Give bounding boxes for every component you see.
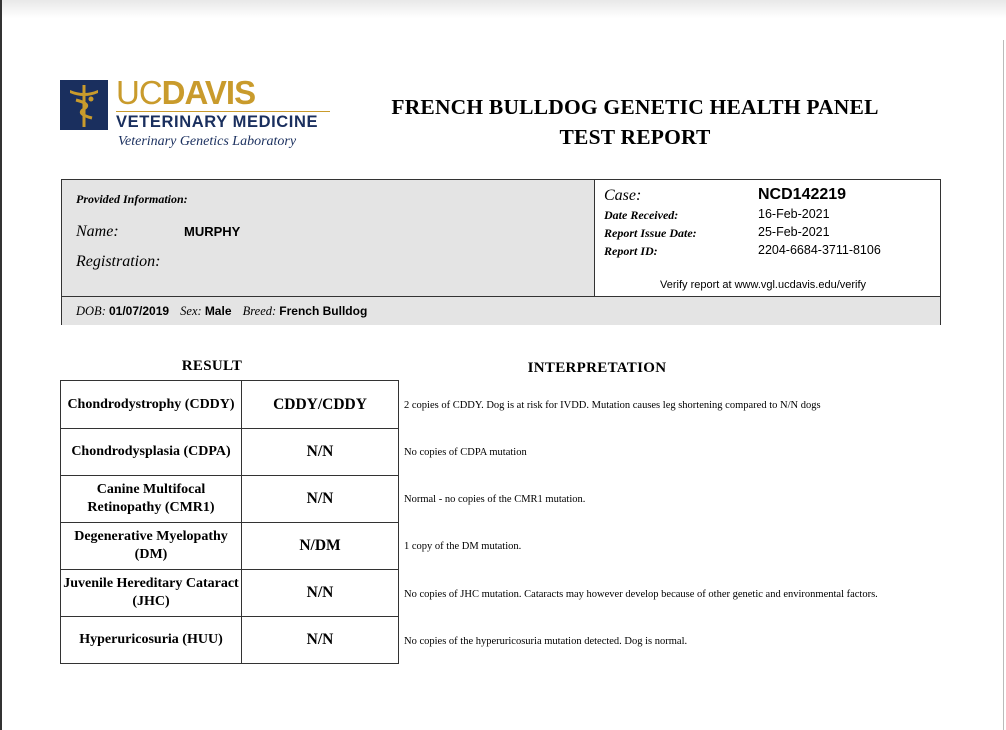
test-name: Hyperuricosuria (HUU) [61,617,242,664]
report-id-value: 2204-6684-3711-8106 [758,243,881,257]
sex-value: Male [204,304,232,318]
issue-date-label: Report Issue Date: [604,226,697,240]
table-row [61,429,399,476]
table-row [61,523,399,570]
test-name: Juvenile Hereditary Cataract (JHC) [61,570,242,617]
info-box [61,179,941,325]
result-heading: RESULT [181,358,243,374]
report-title [360,92,910,152]
breed-label: Breed: [242,304,277,318]
sex-label: Sex: [180,304,202,318]
test-result: N/N [242,570,399,617]
provided-info-label: Provided Information: [76,192,188,206]
verify-link[interactable]: Verify report at www.vgl.ucdavis.edu/verify [660,279,867,291]
test-name: Chondrodysplasia (CDPA) [61,429,242,476]
name-value: MURPHY [184,224,241,239]
name-label: Name: [76,223,119,240]
test-result: N/N [242,429,399,476]
page-edge-left [0,0,2,730]
dob-label: DOB: [76,304,106,318]
logo-rule [116,111,330,112]
test-name: Degenerative Myelopathy (DM) [61,523,242,570]
breed-value: French Bulldog [279,304,368,318]
table-row [61,476,399,523]
logo-vet-med: VETERINARY MEDICINE [116,113,319,131]
table-row [61,617,399,664]
issue-date-value: 25-Feb-2021 [758,225,830,239]
test-result: N/N [242,617,399,664]
interpretation-text: No copies of CDPA mutation [404,447,527,458]
test-result: N/DM [242,523,399,570]
results-table [60,380,399,664]
caduceus-shield-icon [60,80,108,130]
report-id-label: Report ID: [604,244,658,258]
date-received-label: Date Received: [604,208,679,222]
dob-value: 01/07/2019 [108,304,170,318]
date-received-value: 16-Feb-2021 [758,207,830,221]
page-edge-right [1003,40,1004,730]
table-row [61,381,399,429]
interpretation-text: No copies of the hyperuricosuria mutation detected. Dog is normal. [404,636,688,647]
case-label: Case: [604,187,642,204]
interpretation-heading: INTERPRETATION [527,360,667,376]
test-result: N/N [242,476,399,523]
test-result: CDDY/CDDY [242,381,399,429]
logo-lab-name: Veterinary Genetics Laboratory [118,134,297,149]
interpretation-text: Normal - no copies of the CMR1 mutation. [404,494,586,505]
registration-label: Registration: [76,253,161,270]
case-value: NCD142219 [758,186,847,203]
dog-details-bar [62,296,940,325]
interpretation-text: No copies of JHC mutation. Cataracts may however develop because of other genetic and environmental factors. [404,589,878,600]
interpretation-text: 1 copy of the DM mutation. [404,541,522,552]
logo-wordmark: UCDAVIS [116,74,256,111]
title-line-2: TEST REPORT [559,125,711,149]
ucdavis-logo [60,74,332,152]
table-row [61,570,399,617]
title-line-1: FRENCH BULLDOG GENETIC HEALTH PANEL [391,95,879,119]
test-name: Chondrodystrophy (CDDY) [61,381,242,429]
dog-details [76,304,375,319]
test-name: Canine Multifocal Retinopathy (CMR1) [61,476,242,523]
provided-info-panel [62,180,595,296]
interpretation-text: 2 copies of CDDY. Dog is at risk for IVDD. Mutation causes leg shortening compared to N/N dogs [404,400,821,411]
